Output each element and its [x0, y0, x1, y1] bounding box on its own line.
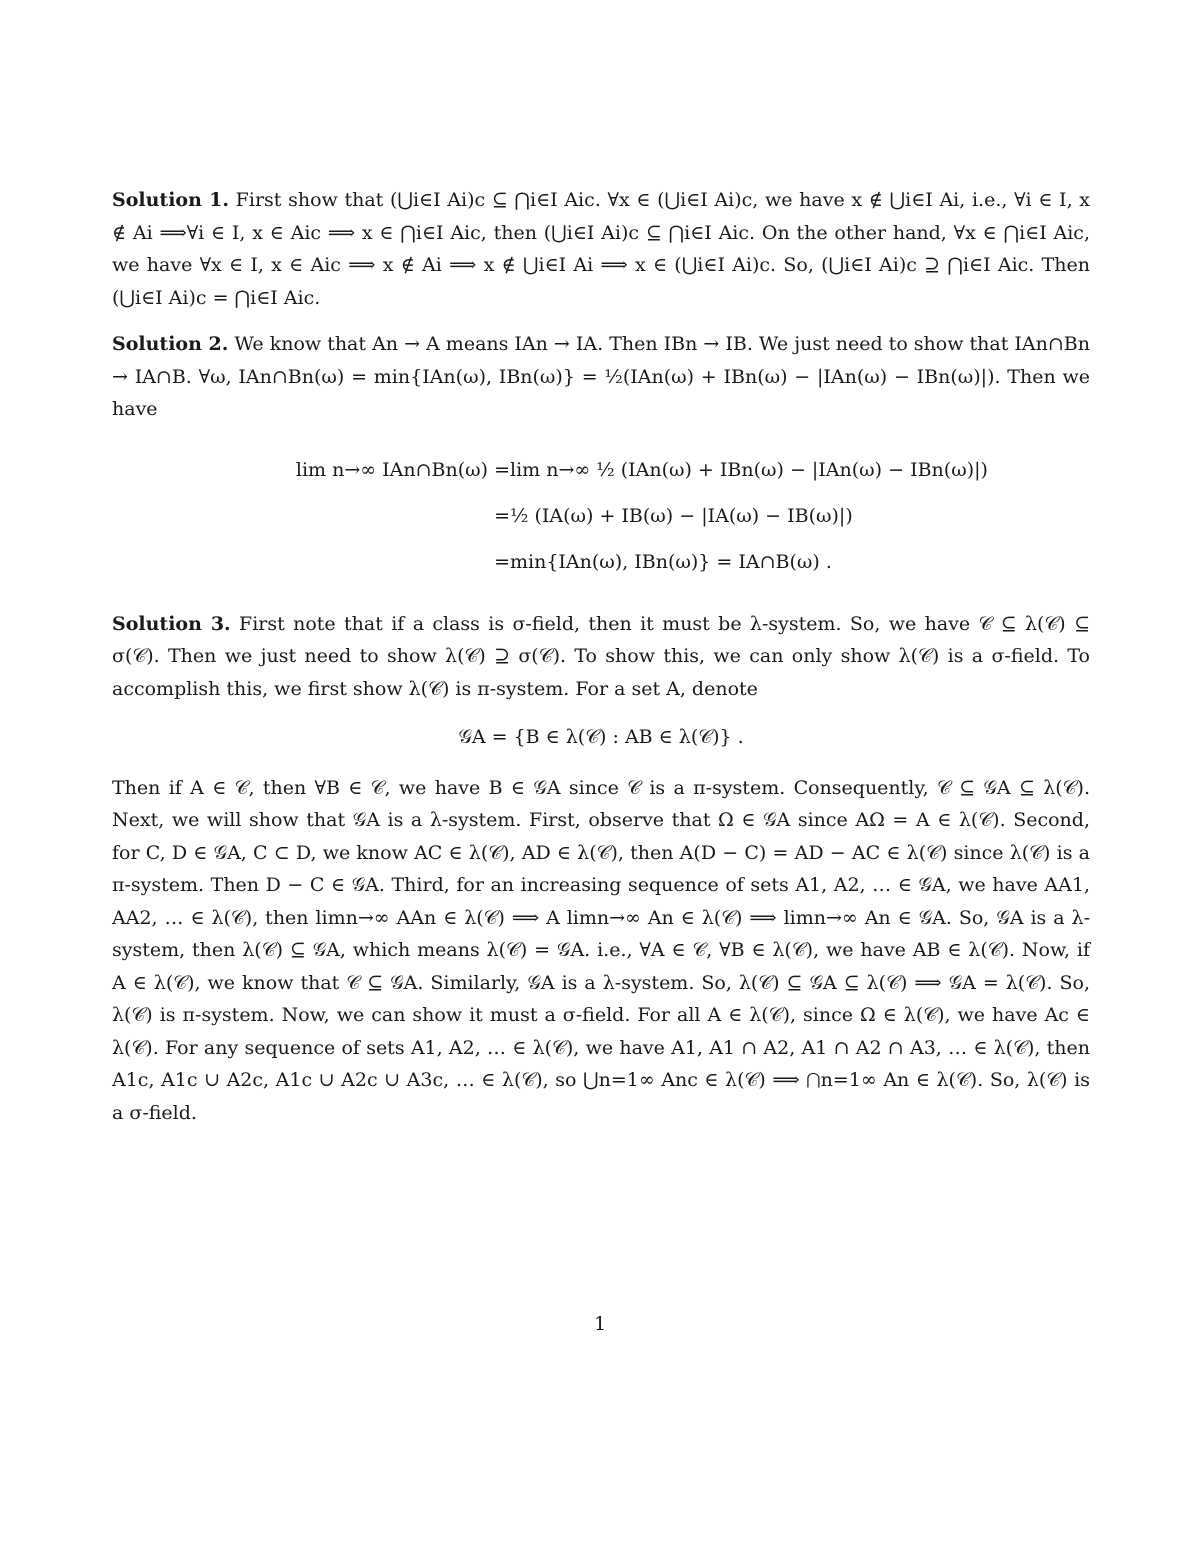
solution-2-text: We know that An → A means IAn → IA. Then IBn → IB. We just need to show that IAn∩Bn → IA∩B. ∀ω, IAn∩Bn(ω) = min{IAn(ω), IBn(ω)} = ½(IAn(ω) + IBn(ω) − |IAn(ω) − IBn(ω)|). Then we have [112, 333, 1091, 420]
equation-array [112, 448, 1090, 586]
equation-rhs: lim n→∞ ½ (IAn(ω) + IBn(ω) − |IAn(ω) − IBn(ω)|) [510, 458, 988, 481]
equation-line [112, 448, 1090, 494]
display-equation: 𝒢A = {B ∈ λ(𝒞) : AB ∈ λ(𝒞)} . [458, 726, 744, 748]
solution-1-text: First show that (⋃i∈I Ai)c ⊆ ⋂i∈I Aic. ∀x ∈ (⋃i∈I Ai)c, we have x ∉ ⋃i∈I Ai, i.e., ∀i ∈ I, x ∉ Ai ⟹∀i ∈ I, x ∈ Aic ⟹ x ∈ ⋂i∈I Aic, then (⋃i∈I Ai)c ⊆ ⋂i∈I Aic. On the other hand, ∀x ∈ ⋂i∈I Aic, we have ∀x ∈ I, x ∈ Aic ⟹ x ∉ Ai ⟹ x ∉ ⋃i∈I Ai ⟹ x ∈ (⋃i∈I Ai)c. So, (⋃i∈I Ai)c ⊇ ⋂i∈I Aic. Then (⋃i∈I Ai)c = ⋂i∈I Aic. [112, 189, 1090, 309]
page-number: 1 [593, 1313, 607, 1335]
document-body [112, 184, 1090, 1143]
equation-rhs: ½ (IA(ω) + IB(ω) − |IA(ω) − IB(ω)|) [510, 504, 853, 527]
solution-2 [112, 328, 1090, 586]
equation-lhs: = [494, 504, 510, 527]
solution-3 [112, 608, 1090, 1130]
solution-1 [112, 184, 1090, 314]
solution-3-paragraph [112, 608, 1090, 706]
solution-1-paragraph [112, 184, 1090, 314]
equation-line [112, 494, 1090, 540]
solution-3-text: First note that if a class is σ-field, then it must be λ-system. So, we have 𝒞 ⊆ λ(𝒞) ⊆ σ(𝒞). Then we just need to show λ(𝒞) ⊇ σ(𝒞). To show this, we can only show λ(𝒞) is a σ-field. To accomplish this, we first show λ(𝒞) is π-system. For a set A, denote [112, 612, 1090, 700]
solution-3-continuation: Then if A ∈ 𝒞, then ∀B ∈ 𝒞, we have B ∈ 𝒢A since 𝒞 is a π-system. Consequently, 𝒞 ⊆ 𝒢A ⊆ λ(𝒞). Next, we will show that 𝒢A is a λ-system. First, observe that Ω ∈ 𝒢A since AΩ = A ∈ λ(𝒞). Second, for C, D ∈ 𝒢A, C ⊂ D, we know AC ∈ λ(𝒞), AD ∈ λ(𝒞), then A(D − C) = AD − AC ∈ λ(𝒞) since λ(𝒞) is a π-system. Then D − C ∈ 𝒢A. Third, for an increasing sequence of sets A1, A2, … ∈ 𝒢A, we have AA1, AA2, … ∈ λ(𝒞), then limn→∞ AAn ∈ λ(𝒞) ⟹ A limn→∞ An ∈ λ(𝒞) ⟹ limn→∞ An ∈ 𝒢A. So, 𝒢A is a λ-system, then λ(𝒞) ⊆ 𝒢A, which means λ(𝒞) = 𝒢A. i.e., ∀A ∈ 𝒞, ∀B ∈ λ(𝒞), we have AB ∈ λ(𝒞). Now, if A ∈ λ(𝒞), we know that 𝒞 ⊆ 𝒢A. Similarly, 𝒢A is a λ-system. So, λ(𝒞) ⊆ 𝒢A ⊆ λ(𝒞) ⟹ 𝒢A = λ(𝒞). So, λ(𝒞) is π-system. Now, we can show it must a σ-field. For all A ∈ λ(𝒞), since Ω ∈ λ(𝒞), we have Ac ∈ λ(𝒞). For any sequence of sets A1, A2, … ∈ λ(𝒞), we have A1, A1 ∩ A2, A1 ∩ A2 ∩ A3, … ∈ λ(𝒞), then A1c, A1c ∪ A2c, A1c ∪ A2c ∪ A3c, … ∈ λ(𝒞), so ⋃n=1∞ Anc ∈ λ(𝒞) ⟹ ⋂n=1∞ An ∈ λ(𝒞). So, λ(𝒞) is a σ-field. [112, 776, 1090, 1124]
solution-2-paragraph [112, 328, 1090, 426]
equation-line [112, 540, 1090, 586]
equation-lhs: = [494, 550, 510, 573]
equation-lhs: lim n→∞ IAn∩Bn(ω) = [295, 458, 510, 481]
solution-1-heading: Solution 1. [112, 189, 229, 211]
solution-3-heading: Solution 3. [112, 612, 231, 635]
equation-rhs: min{IAn(ω), IBn(ω)} = IA∩B(ω) . [510, 550, 832, 573]
solution-2-heading: Solution 2. [112, 333, 229, 355]
